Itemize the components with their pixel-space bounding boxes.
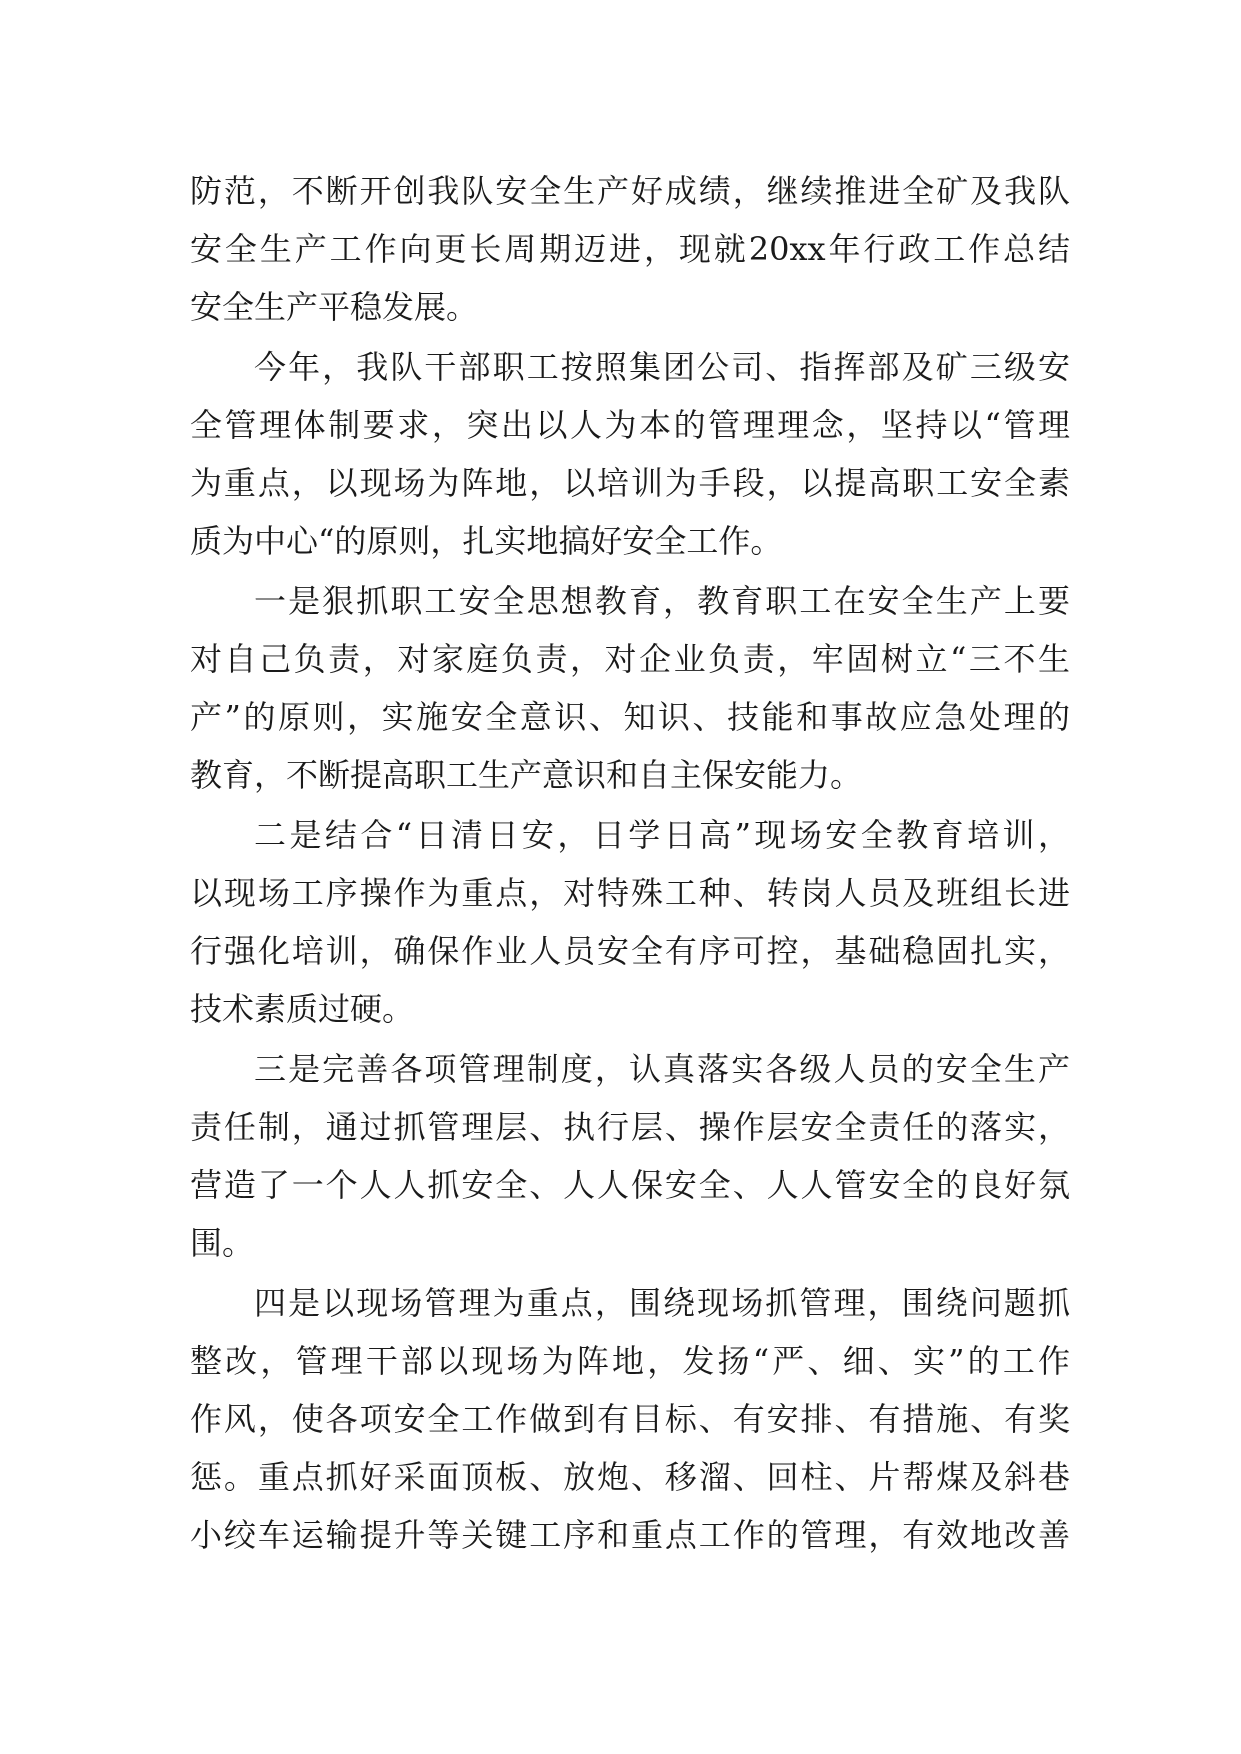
document-body — [190, 162, 1070, 1564]
text-line: 以现场工序操作为重点，对特殊工种、转岗人员及班组长进 — [190, 874, 1070, 912]
text-line: 防范，不断开创我队安全生产好成绩，继续推进全矿及我队 — [190, 172, 1070, 210]
text-line: 为重点，以现场为阵地，以培训为手段，以提高职工安全素 — [190, 464, 1070, 502]
text-line: 四是以现场管理为重点，围绕现场抓管理，围绕问题抓 — [254, 1284, 1070, 1322]
text-line: 营造了一个人人抓安全、人人保安全、人人管安全的良好氛 — [190, 1166, 1070, 1204]
text-line: 全管理体制要求，突出以人为本的管理理念，坚持以“管理 — [190, 406, 1070, 444]
text-line: 作风，使各项安全工作做到有目标、有安排、有措施、有奖 — [190, 1400, 1070, 1438]
text-line: 今年，我队干部职工按照集团公司、指挥部及矿三级安 — [254, 348, 1070, 386]
text-line: 责任制，通过抓管理层、执行层、操作层安全责任的落实， — [190, 1108, 1070, 1146]
text-line: 安全生产平稳发展。 — [190, 288, 479, 326]
text-line: 质为中心“的原则，扎实地搞好安全工作。 — [190, 522, 783, 560]
paragraph-2 — [190, 338, 1070, 570]
text-line: 二是结合“日清日安，日学日高”现场安全教育培训， — [254, 816, 1070, 854]
text-line: 小绞车运输提升等关键工序和重点工作的管理，有效地改善 — [190, 1516, 1070, 1554]
text-line: 围。 — [190, 1224, 255, 1262]
paragraph-6 — [190, 1274, 1070, 1564]
text-line: 行强化培训，确保作业人员安全有序可控，基础稳固扎实， — [190, 932, 1070, 970]
text-line: 整改，管理干部以现场为阵地，发扬“严、细、实”的工作 — [190, 1342, 1070, 1380]
text-line: 技术素质过硬。 — [190, 990, 415, 1028]
paragraph-4 — [190, 806, 1070, 1038]
text-line: 安全生产工作向更长周期迈进，现就20xx年行政工作总结 — [190, 230, 1070, 268]
paragraph-3 — [190, 572, 1070, 804]
text-line: 惩。重点抓好采面顶板、放炮、移溜、回柱、片帮煤及斜巷 — [190, 1458, 1070, 1496]
text-line: 一是狠抓职工安全思想教育，教育职工在安全生产上要 — [254, 582, 1070, 620]
text-line: 教育，不断提高职工生产意识和自主保安能力。 — [190, 756, 863, 794]
paragraph-5 — [190, 1040, 1070, 1272]
paragraph-1 — [190, 162, 1070, 336]
text-line: 对自己负责，对家庭负责，对企业负责，牢固树立“三不生 — [190, 640, 1070, 678]
text-line: 产”的原则，实施安全意识、知识、技能和事故应急处理的 — [190, 698, 1070, 736]
text-line: 三是完善各项管理制度，认真落实各级人员的安全生产 — [254, 1050, 1070, 1088]
